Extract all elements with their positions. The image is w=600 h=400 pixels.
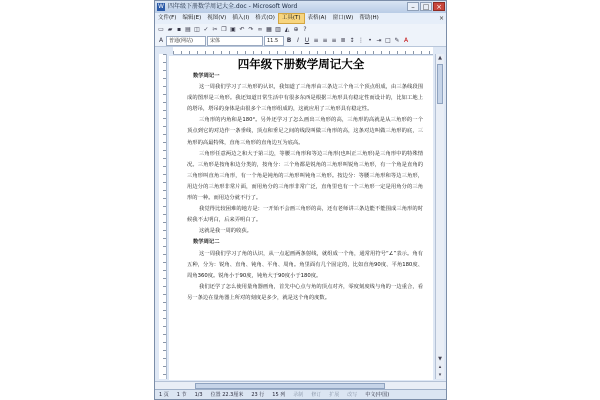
word-app-icon[interactable]: W [158, 3, 164, 10]
status-column: 15 列 [272, 392, 286, 398]
vertical-scroll-thumb[interactable] [437, 64, 443, 104]
indent-icon[interactable]: ⇥ [376, 37, 382, 44]
formatting-toolbar [155, 36, 446, 47]
italic-button[interactable]: I [297, 37, 299, 44]
vruler-ticks [163, 54, 166, 379]
menu-insert[interactable]: 插入(I) [232, 15, 250, 21]
maximize-button[interactable]: □ [420, 2, 432, 11]
table-icon[interactable]: ▦ [266, 26, 272, 33]
bold-button[interactable]: B [286, 37, 292, 44]
font-select[interactable]: 宋体 [207, 36, 263, 46]
paragraph: 这就是我一周的收获。 [199, 228, 252, 235]
underline-button[interactable]: U [304, 37, 310, 44]
status-extend[interactable]: 扩展 [329, 392, 340, 398]
paragraph: 三角形的内角和是180°。另外还学习了怎么画出三角形的高，三角形的高就是从三角形的一个顶点到它的对边作一条垂线，顶点和垂足之间的线段叫做三角形的高，这条对边叫做三角形的底，三角形的高最特殊，直角三角形的直角边互为底高。 [187, 117, 423, 146]
status-track[interactable]: 修订 [311, 392, 322, 398]
paragraph-heading: 数学周记二 [193, 239, 220, 246]
border-icon[interactable]: □ [385, 37, 391, 44]
menu-view[interactable]: 视图(V) [207, 15, 227, 21]
justify-icon[interactable]: ≣ [340, 37, 346, 44]
align-center-icon[interactable]: ≡ [322, 37, 328, 44]
status-line: 23 行 [251, 392, 265, 398]
menu-file[interactable]: 文件(F) [158, 15, 177, 21]
menu-tools[interactable]: 工具(T) [278, 13, 305, 24]
document-page[interactable] [169, 56, 433, 380]
document-title: 四年级下册数学周记大全 [237, 57, 365, 71]
numbering-icon[interactable]: ⋮ [358, 37, 364, 44]
bullets-icon[interactable]: • [368, 37, 372, 44]
scroll-up-icon[interactable]: ▲ [438, 55, 442, 61]
menu-bar [155, 13, 446, 24]
paragraph-heading: 数学周记一 [193, 73, 220, 79]
prev-page-icon[interactable]: ▴ [438, 364, 442, 370]
ruler-ticks [173, 51, 433, 54]
styles-pane-icon[interactable]: A [158, 37, 164, 44]
close-button[interactable]: × [433, 2, 445, 11]
word-window [154, 0, 447, 400]
help-icon[interactable]: ? [303, 26, 307, 33]
preview-icon[interactable]: ◫ [194, 26, 200, 33]
menu-window[interactable]: 窗口(W) [332, 15, 354, 21]
paragraph: 我觉得比较困难的地方是：一开始不会画三角形的高，还有老师讲三条边能不能围成三角形的时候我不太明白，后来弄明白了。 [187, 206, 423, 224]
cut-icon[interactable]: ✂ [212, 26, 218, 33]
new-doc-icon[interactable]: ▭ [158, 26, 164, 33]
redo-icon[interactable]: ↷ [248, 26, 254, 33]
status-page: 1 页 [159, 392, 169, 398]
align-left-icon[interactable]: ≡ [313, 37, 319, 44]
undo-icon[interactable]: ↶ [239, 26, 245, 33]
window-title: 四年级下册数学周记大全.doc - Microsoft Word [168, 3, 298, 10]
menu-edit[interactable]: 编辑(E) [182, 15, 202, 21]
zoom-icon[interactable]: ⊕ [293, 26, 299, 33]
status-position: 位置 22.3厘米 [210, 392, 244, 398]
status-bar [155, 389, 446, 400]
status-record[interactable]: 录制 [293, 392, 304, 398]
drawing-icon[interactable]: ◭ [284, 26, 290, 33]
menu-table[interactable]: 表格(A) [307, 15, 327, 21]
paragraph: 这一周我们学习了角的认识，从一点起画两条射线，就组成一个角，通常用符号“∠”表示。角有五种，分为：锐角、直角、钝角、平角、周角。角里面有几个固定的，比如直角90度、平角180度、周角360度。锐角小于90度，钝角大于90度小于180度。 [187, 250, 423, 279]
menu-help[interactable]: 帮助(H) [359, 15, 379, 21]
title-bar[interactable] [155, 1, 446, 13]
horizontal-ruler[interactable] [173, 47, 433, 55]
print-icon[interactable]: ▤ [185, 26, 191, 33]
minimize-button[interactable]: – [407, 2, 419, 11]
columns-icon[interactable]: ▥ [275, 26, 281, 33]
paragraph: 我们还学了怎么使用量角器画角，首先中心点与角的顶点对齐，零度刻度线与角的一边重合，看另一条边在量角器上所对的刻度是多少，就是这个角的度数。 [187, 283, 423, 301]
highlight-icon[interactable]: ✎ [394, 37, 400, 44]
line-spacing-icon[interactable]: ↕ [349, 37, 355, 44]
window-controls [407, 2, 445, 11]
status-section: 1 节 [176, 392, 187, 398]
style-select[interactable]: 普通(网站) [166, 36, 206, 46]
next-page-icon[interactable]: ▾ [438, 372, 442, 378]
status-page-of: 1/3 [194, 392, 203, 398]
copy-icon[interactable]: ❐ [221, 26, 227, 33]
paragraph: 这一周我们学习了三角形的认识，我知道了三角形由三条边三个角三个顶点组成，由三条线段围成的图形是三角形。我还知道日常生活中有很多东西是根据三角形具有稳定性而设计的，比如工地上的塔吊，塔吊的身体是由很多个三角形组成的，这就应用了三角形具有稳定性。 [187, 84, 423, 113]
menu-format[interactable]: 格式(O) [255, 15, 275, 21]
paste-icon[interactable]: ▣ [230, 26, 236, 33]
align-right-icon[interactable]: ≡ [331, 37, 337, 44]
doc-close-icon[interactable]: × [438, 15, 444, 22]
font-size-select[interactable]: 11.5 [264, 36, 284, 46]
vertical-ruler[interactable] [159, 54, 167, 379]
standard-toolbar [155, 24, 446, 36]
font-color-button[interactable]: A [403, 37, 409, 44]
document-body[interactable] [187, 71, 423, 380]
save-icon[interactable]: ▪ [176, 26, 182, 33]
hyperlink-icon[interactable]: ∞ [257, 26, 263, 33]
scroll-down-icon[interactable]: ▼ [438, 356, 442, 362]
paragraph: 三角形任意两边之和大于第三边，等腰三角形和等边三角形(也叫正三角形)是三角形中的特殊情况。三角形是按角和边分类的，按角分：三个角都是锐角的三角形叫锐角三角形，有一个角是直角的三角形叫直角三角形，有一个角是钝角的三角形叫钝角三角形。按边分：等腰三角形和等边三角形，用边分的三角形非常片面，而用角分的三角形非常广泛，直角里也有一个三角形一定是用角分的三角形的一种。而用边分就不行了。 [187, 150, 423, 202]
open-folder-icon[interactable]: ▰ [167, 26, 173, 33]
status-language: 中文(中国) [365, 392, 390, 398]
spellcheck-icon[interactable]: ✓ [203, 26, 209, 33]
vertical-scrollbar[interactable] [435, 54, 444, 379]
status-overwrite[interactable]: 改写 [347, 392, 358, 398]
